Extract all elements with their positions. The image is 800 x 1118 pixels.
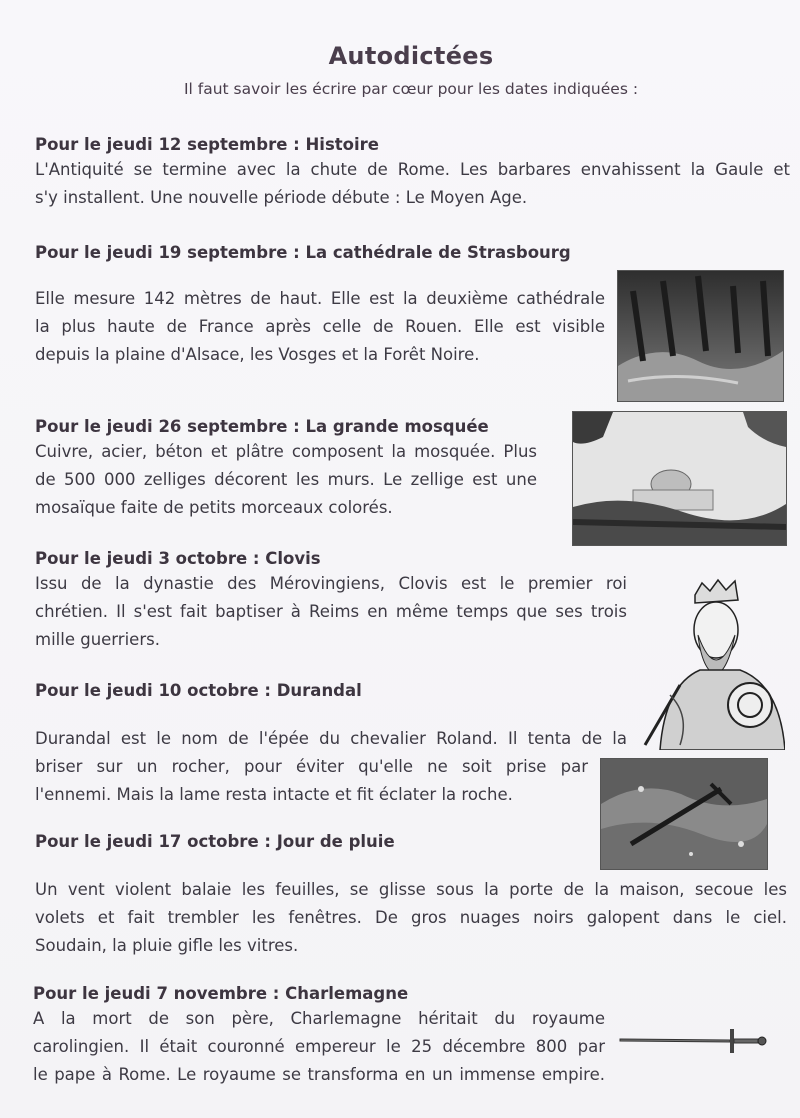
mosque-illustration [572,411,787,546]
text-line: le pape à Rome. Le royaume se transforma en un immense empire. [33,1065,605,1084]
heading-charlemagne: Pour le jeudi 7 novembre : Charlemagne [33,984,409,1003]
text-line: Issu de la dynastie des Mérovingiens, Clovis est le premier roi [35,574,627,593]
paragraph-cathedrale [35,285,605,369]
heading-histoire: Pour le jeudi 12 septembre : Histoire [35,135,379,154]
text-line: la plus haute de France après celle de Rouen. Elle est visible [35,317,605,336]
page-subtitle: Il faut savoir les écrire par cœur pour les dates indiquées : [183,80,639,98]
paragraph-durandal [35,725,627,809]
heading-durandal: Pour le jeudi 10 octobre : Durandal [35,681,362,700]
paragraph-mosquee [35,438,537,522]
paragraph-clovis [35,570,627,654]
text-line: volets et fait trembler les fenêtres. De gros nuages noirs galopent dans le ciel. [35,908,787,927]
paragraph-charlemagne [33,1005,605,1089]
text-line: s'y installent. Une nouvelle période débute : Le Moyen Age. [35,188,528,207]
text-line: Soudain, la pluie gifle les vitres. [35,936,299,955]
text-line: briser sur un rocher, pour éviter qu'elle ne soit prise par [35,757,588,776]
text-line: carolingien. Il était couronné empereur le 25 décembre 800 par [33,1037,605,1056]
text-line: L'Antiquité se termine avec la chute de Rome. Les barbares envahissent la Gaule et [35,160,790,179]
text-line: l'ennemi. Mais la lame resta intacte et fit éclater la roche. [35,785,513,804]
heading-pluie: Pour le jeudi 17 octobre : Jour de pluie [35,832,395,851]
text-line: mosaïque faite de petits morceaux colorés. [35,498,393,517]
text-line: Un vent violent balaie les feuilles, se glisse sous la porte de la maison, secoue les [35,880,787,899]
page-title: Autodictées [328,42,494,70]
heading-clovis: Pour le jeudi 3 octobre : Clovis [35,549,321,568]
text-line: chrétien. Il s'est fait baptiser à Reims en même temps que ses trois [35,602,627,621]
rock-sword-illustration [600,758,768,870]
text-line: Cuivre, acier, béton et plâtre composent la mosquée. Plus [35,442,537,461]
text-line: de 500 000 zelliges décorent les murs. Le zellige est une [35,470,537,489]
text-line: mille guerriers. [35,630,160,649]
text-line: Elle mesure 142 mètres de haut. Elle est la deuxième cathédrale [35,289,605,308]
paragraph-pluie [35,876,787,960]
clovis-illustration [640,575,785,750]
text-line: depuis la plaine d'Alsace, les Vosges et la Forêt Noire. [35,345,480,364]
heading-cathedrale: Pour le jeudi 19 septembre : La cathédrale de Strasbourg [35,243,571,262]
paragraph-histoire [35,156,790,212]
cathedral-illustration [617,270,784,402]
text-line: Durandal est le nom de l'épée du chevalier Roland. Il tenta de la [35,729,627,748]
heading-mosquee: Pour le jeudi 26 septembre : La grande mosquée [35,417,489,436]
text-line: A la mort de son père, Charlemagne héritait du royaume [33,1009,605,1028]
sword-illustration [618,1025,768,1055]
